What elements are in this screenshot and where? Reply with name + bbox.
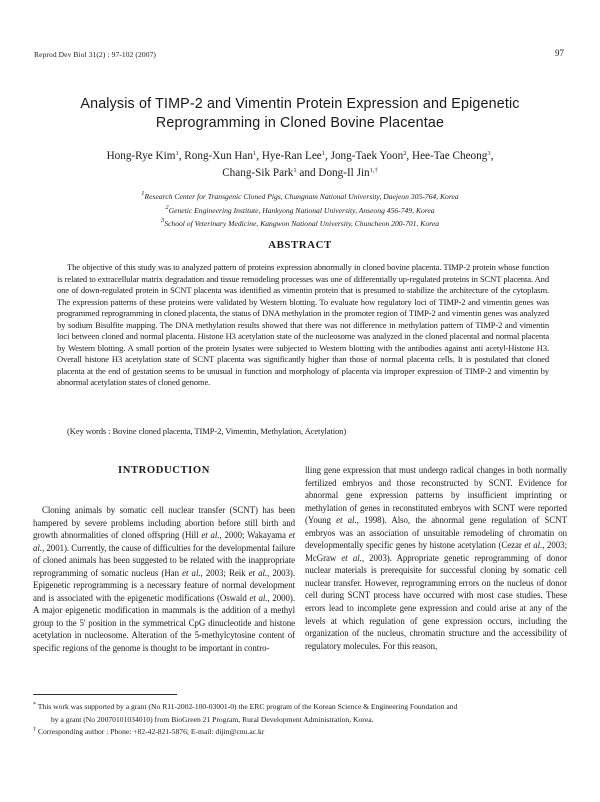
affiliation-text: School of Veterinary Medicine, Kangwon National University, Chuncheon 200-701, Korea xyxy=(164,219,439,228)
author-line-2 xyxy=(40,165,560,182)
text-run-italic: et al. xyxy=(524,540,543,551)
text-run-italic: et al. xyxy=(341,552,362,563)
author-name: Chang-Sik Park xyxy=(222,167,294,179)
affiliation-text: Genetic Engineering Institute, Hankyong National University, Anseong 456-749, Korea xyxy=(168,205,435,215)
text-run: , 2003). Appropriate genetic reprogramming of donor nuclear materials is prerequisite for successful cloning by somatic cell nuclear transfer. However, reprogramming errors on the nucleus of donor cell during SCNT process have occurred with most case studies. These errors lead to incomplete gene expression and could arise at any of the levels at which regulation of gene expression occurs, including the organization of the nucleus, chromatin structure and the accessibility of regulatory molecules. For this reason, xyxy=(305,552,567,651)
author-affil-mark: 1 xyxy=(293,167,297,174)
author-affil-mark: 1,† xyxy=(369,167,378,174)
left-column xyxy=(33,465,295,655)
author-name: Hye-Ran Lee xyxy=(261,150,322,162)
author-list xyxy=(40,148,560,182)
section-heading-introduction: INTRODUCTION xyxy=(118,465,210,476)
footnote-corresponding xyxy=(33,726,567,739)
text-run: , 2003; Reik xyxy=(200,567,249,578)
affiliation-mark: 3 xyxy=(161,217,165,224)
author-separator: and xyxy=(296,167,319,179)
footnote-grant-continuation: by a grant (No 20070101034010) from BioGreen 21 Program, Rural Development Administration, Korea. xyxy=(51,714,374,724)
author-affil-mark: 3 xyxy=(487,150,491,157)
affiliation-mark: 2 xyxy=(165,203,169,211)
paper-title xyxy=(30,95,570,132)
author-name: Rong-Xun Han xyxy=(184,150,253,162)
text-run: , 2003). Epigenetic reprogramming is a necessary feature of normal development and is associated with the epigenetic modifications (Oswald xyxy=(33,567,296,603)
text-run-italic: et al. xyxy=(182,567,201,578)
running-head: Reprod Dev Biol 31(2) : 97-102 (2007) xyxy=(34,50,157,59)
author-name: Hong-Rye Kim xyxy=(106,150,176,162)
title-line-2: Reprogramming in Cloned Bovine Placentae xyxy=(155,114,445,131)
affiliation-text: Research Center for Transgenic Cloned Pigs, Chungnam National University, Daejeon 305-764, Korea xyxy=(144,192,459,201)
text-run: Hill xyxy=(185,530,202,541)
text-run-italic: et al. xyxy=(249,592,268,603)
text-run: lling gene expression that must undergo radical changes in both normally fertilized embryos and those reconstructed by SCNT. Evidence for abnormal gene expression patterns by insufficient imprinting or methylation of genes in reconstituted embryos with SCNT were reported (Young xyxy=(305,465,567,526)
footnote-mark-asterisk: * xyxy=(33,702,36,708)
affiliation xyxy=(40,204,560,218)
footnote-grant xyxy=(33,701,567,714)
author-separator: , xyxy=(325,150,331,162)
affiliation xyxy=(40,190,560,204)
footnote-corresponding-text: Corresponding author : Phone: +82-42-821-5876; E-mail: dijin@cnu.ac.kr xyxy=(37,727,265,736)
author-line-1 xyxy=(40,148,560,165)
text-run-italic: et al. xyxy=(33,530,296,553)
text-run: , 2003; McGraw xyxy=(305,540,567,563)
author-name: Dong-Il Jin xyxy=(318,167,370,179)
text-run-italic: et al. xyxy=(248,567,268,578)
author-separator: , xyxy=(406,150,413,162)
abstract-heading: ABSTRACT xyxy=(268,239,332,251)
author-separator: , xyxy=(490,150,494,162)
abstract-body: The objective of this study was to analyzed pattern of proteins expression abnormally in cloned bovine placenta. TIMP-2 protein whose function is related to extracellular matrix degradation and tissue remodeling processes was one of differentially up-regulated proteins in SCNT placenta. And one of down-regulated protein in SCNT placenta was identified as vimentin protein that is presumed to stabilize the architecture of the cytoplasm. The expression patterns of these proteins were validated by Western blotting. To evaluate how regulatory loci of TIMP-2 and vimentin genes was programmed reprogramming in cloned placenta, the status of DNA methylation in the promoter region of TIMP-2 and vimentin genes was analyzed by sodium Bisulfite mapping. The DNA methylation results showed that there was not difference in methylation pattern of TIMP-2 and vimentin loci between cloned and normal placenta. Histone H3 acetylation state of the nucleosome was analyzed in the cloned placental and normal placenta by Western blotting. A small portion of the protein lysates were subjected to Western blotting with the antibodies against anti acetyl-Histone H3. Overall histone H3 acetylation state of SCNT placenta was significantly higher than those of normal placenta cells. It is postulated that cloned placenta at the end of gestation seems to be unusual in function and morphology of placenta via improper expression of TIMP-2 and vimentin by abnormal acetylation states of cloned genome. xyxy=(57,262,549,387)
affiliation-list xyxy=(40,190,560,231)
text-run-italic: et al. xyxy=(336,515,357,526)
page-number: 97 xyxy=(555,48,564,58)
author-name: Jong-Taek Yoon xyxy=(330,150,404,162)
author-separator: , xyxy=(178,150,185,162)
keywords: (Key words : Bovine cloned placenta, TIMP-2, Vimentin, Methylation, Acetylation) xyxy=(67,426,347,436)
footnote-mark-dagger: † xyxy=(33,727,36,733)
text-run: Cloning animals by somatic cell nuclear transfer (SCNT) has been hampered by severe problems including abortion before still birth and growth abnormalities of cloned offspring ( xyxy=(33,505,295,541)
intro-paragraph-right xyxy=(305,464,567,652)
intro-paragraph-left xyxy=(33,504,295,655)
affiliation-mark: 1 xyxy=(141,190,145,197)
author-separator: , xyxy=(256,150,262,162)
author-name: Hee-Tae Cheong xyxy=(412,150,488,162)
affiliation xyxy=(40,217,560,231)
author-affil-mark: 2 xyxy=(403,150,407,157)
author-affil-mark: 1 xyxy=(321,150,326,157)
text-run: , 2001). Currently, the cause of difficulties for the developmental failure of cloned animals has been suggested to be related with the inappropriate reprogramming of somatic nucleus (Han xyxy=(33,542,295,578)
text-run-italic: et al. xyxy=(201,530,220,541)
title-line-1: Analysis of TIMP-2 and Vimentin Protein Expression and Epigenetic xyxy=(80,96,520,112)
footnote-divider xyxy=(33,694,177,695)
footnotes xyxy=(33,701,567,739)
footnote-grant-line-1: This work was supported by a grant (No R11-2002-100-03001-0) the ERC program of the Korean Science & Engineering Foundation and xyxy=(37,702,458,711)
author-affil-mark: 1 xyxy=(252,150,257,157)
text-run: , 1998). Also, the abnormal gene regulation of SCNT embryos was an association of unsuitable remodeling of chromatin on developmentally specific genes by histone acetylation (Cezar xyxy=(305,515,567,551)
text-run: , 2000). A major epigenetic modification in mammals is the addition of a methyl group to the 5' position in the symmetrical CpG dinucleotide and histone acetylation in nucleosome. Alteration of the 5-methylcytosine content of specific regions of the genome is thought to be important in contro- xyxy=(33,592,295,654)
right-column xyxy=(305,464,567,652)
author-affil-mark: 1 xyxy=(175,150,179,157)
text-run: , 2000; Wakayama xyxy=(219,530,289,541)
